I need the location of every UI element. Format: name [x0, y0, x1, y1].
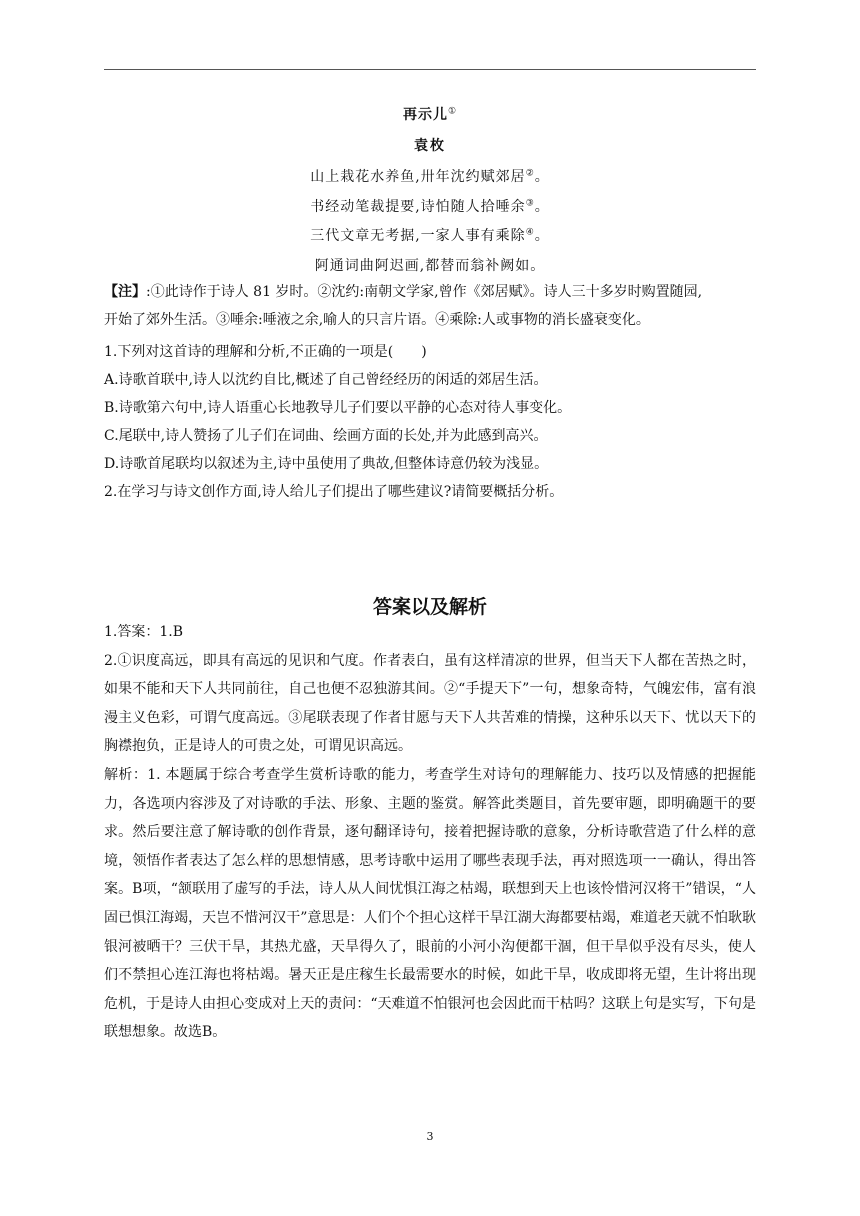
- option-c: C.尾联中,诗人赞扬了儿子们在词曲、绘画方面的长处,并为此感到高兴。: [104, 428, 548, 444]
- poem-title: 再示儿①: [402, 106, 458, 123]
- note-label: 【注】: [104, 284, 146, 300]
- answer-1: 1.答案：1.B: [104, 624, 184, 640]
- poem-line-2: 书经动笔裁提要,诗怕随人拾唾余③。: [310, 198, 550, 215]
- option-b: B.诗歌第六句中,诗人语重心长地教导儿子们要以平静的心态对待人事变化。: [104, 400, 572, 416]
- answers-block: [104, 618, 756, 1047]
- page-number: 3: [426, 1130, 434, 1143]
- header-rule: [104, 69, 756, 70]
- note-line-2: 开始了郊外生活。③唾余:唾液之余,喻人的只言片语。④乘除:人或事物的消长盛衰变化。: [104, 312, 650, 328]
- option-a: A.诗歌首联中,诗人以沈约自比,概述了自己曾经经历的闲适的郊居生活。: [104, 372, 548, 388]
- poem-line-4: 阿通词曲阿迟画,都替而翁补阙如。: [314, 258, 546, 274]
- poem-title-note: ①: [447, 106, 458, 117]
- question-2: 2.在学习与诗文创作方面,诗人给儿子们提出了哪些建议?请简要概括分析。: [104, 484, 564, 500]
- poem-notes: [104, 278, 764, 334]
- poem-line-1: 山上栽花水养鱼,卅年沈约赋郊居②。: [310, 168, 550, 185]
- analysis: 解析：1. 本题属于综合考查学生赏析诗歌的能力，考查学生对诗句的理解能力、技巧以及情感的把握能力，各选项内容涉及了对诗歌的手法、形象、主题的鉴赏。解答此类题目，首先要审题，即明确题干的要求。然后要注意了解诗歌的创作背景，逐句翻译诗句，接着把握诗歌的意象，分析诗歌营造了什么样的意境，领悟作者表达了怎么样的思想情感，思考诗歌中运用了哪些表现手法，再对照选项一一确认，得出答案。B项，“颔联用了虚写的手法，诗人从人间忧惧江海之枯竭，联想到天上也该怜惜河汉将干”错误，“人固已惧江海竭，天岂不惜河汉干”意思是：人们个个担心这样干旱江湖大海都要枯竭，难道老天就不怕耿耿银河被晒干？三伏干旱，其热尤盛，天旱得久了，眼前的小河小沟便都干涸，但干旱似乎没有尽头，使人们不禁担心连江海也将枯竭。暑天正是庄稼生长最需要水的时候，如此干旱，收成即将无望，生计将出现危机，于是诗人由担心变成对上天的责问：“天难道不怕银河也会因此而干枯吗？这联上句是实写，下句是联想想象。故选B。: [104, 766, 756, 1041]
- poem-line-3: 三代文章无考据,一家人事有乘除④。: [310, 227, 550, 244]
- question-block: [104, 338, 764, 506]
- note-line-1: 【注】:①此诗作于诗人 81 岁时。②沈约:南朝文学家,曾作《郊居赋》。诗人三十多岁时购置随园,: [104, 284, 703, 300]
- answers-title: 答案以及解析: [372, 596, 487, 618]
- poem-author: 袁枚: [414, 138, 446, 154]
- answer-2: 2.①识度高远，即具有高远的见识和气度。作者表白，虽有这样清凉的世界，但当天下人都在苦热之时，如果不能和天下人共同前往，自己也便不忍独游其间。②“手提天下”一句，想象奇特，气魄宏伟，富有浪漫主义色彩，可谓气度高远。③尾联表现了作者甘愿与天下人共苦难的情操，这种乐以天下、忧以天下的胸襟抱负，正是诗人的可贵之处，可谓见识高远。: [104, 652, 756, 755]
- question-1: 1.下列对这首诗的理解和分析,不正确的一项是( ): [104, 344, 427, 360]
- option-d: D.诗歌首尾联均以叙述为主,诗中虽使用了典故,但整体诗意仍较为浅显。: [104, 456, 549, 472]
